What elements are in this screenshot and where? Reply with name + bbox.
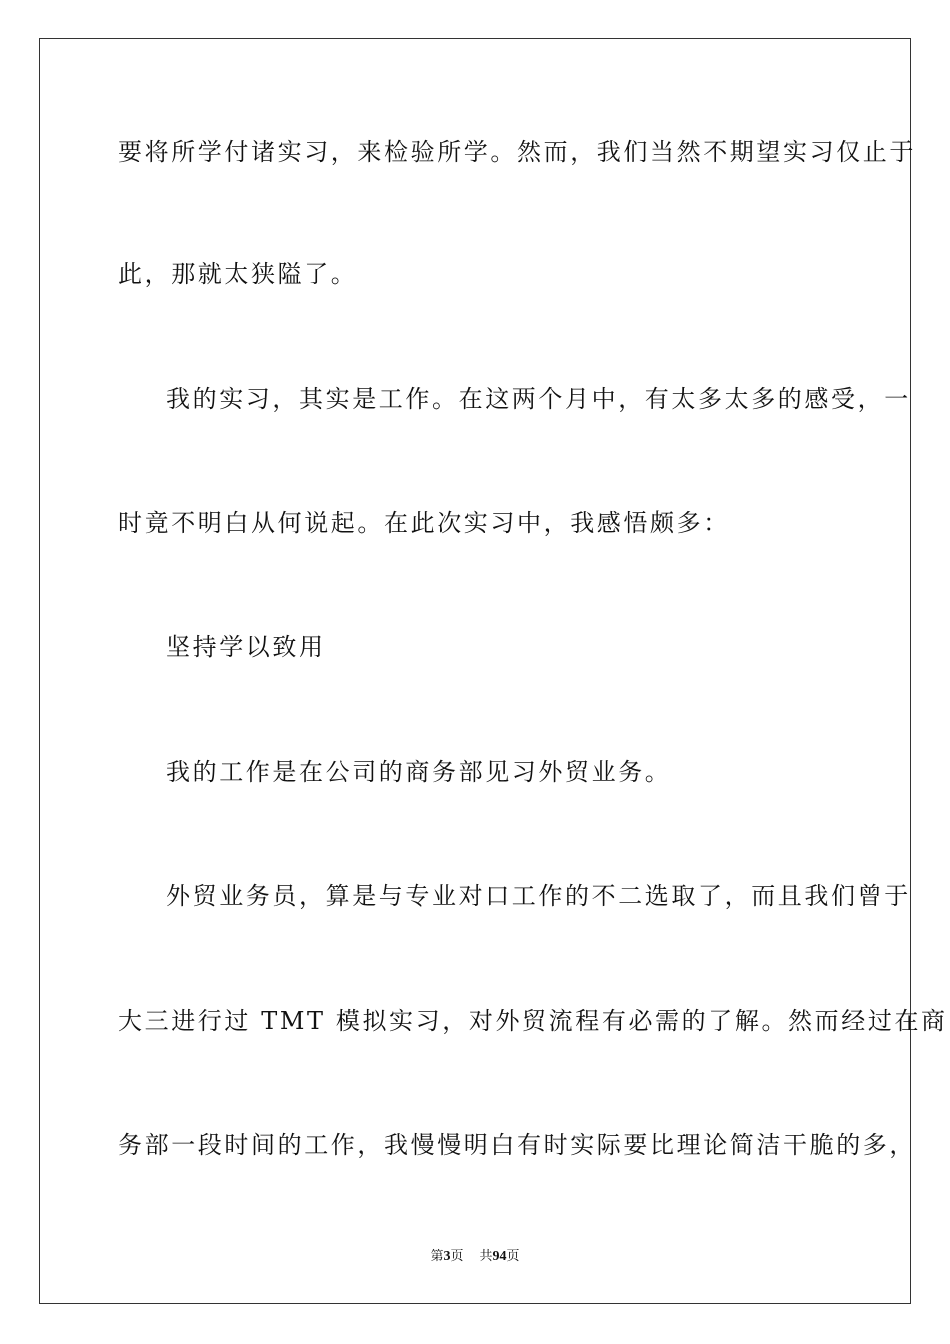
text-line-6: 我的工作是在公司的商务部见习外贸业务。 [166, 758, 672, 786]
text-line-7: 外贸业务员，算是与专业对口工作的不二选取了，而且我们曾于 [166, 882, 911, 910]
footer-page-number: 3 [443, 1249, 451, 1264]
text-line-4: 时竟不明白从何说起。在此次实习中，我感悟颇多： [118, 509, 730, 537]
footer-total-prefix: 共 [479, 1249, 493, 1264]
footer-page-suffix: 页 [450, 1249, 464, 1264]
section-heading: 坚持学以致用 [166, 633, 326, 661]
footer-total-pages: 94 [492, 1249, 507, 1264]
page-border [39, 38, 911, 1304]
text-line-3: 我的实习，其实是工作。在这两个月中，有太多太多的感受，一 [166, 385, 911, 413]
text-line-1: 要将所学付诸实习，来检验所学。然而，我们当然不期望实习仅止于 [118, 138, 916, 166]
footer-page-prefix: 第 [430, 1249, 444, 1264]
text-line-8: 大三进行过 TMT 模拟实习，对外贸流程有必需的了解。然而经过在商 [118, 1007, 948, 1035]
text-line-2: 此，那就太狭隘了。 [118, 260, 358, 288]
page-footer [0, 1248, 950, 1266]
text-line-9: 务部一段时间的工作，我慢慢明白有时实际要比理论简洁干脆的多， [118, 1131, 916, 1159]
footer-total-suffix: 页 [506, 1249, 520, 1264]
